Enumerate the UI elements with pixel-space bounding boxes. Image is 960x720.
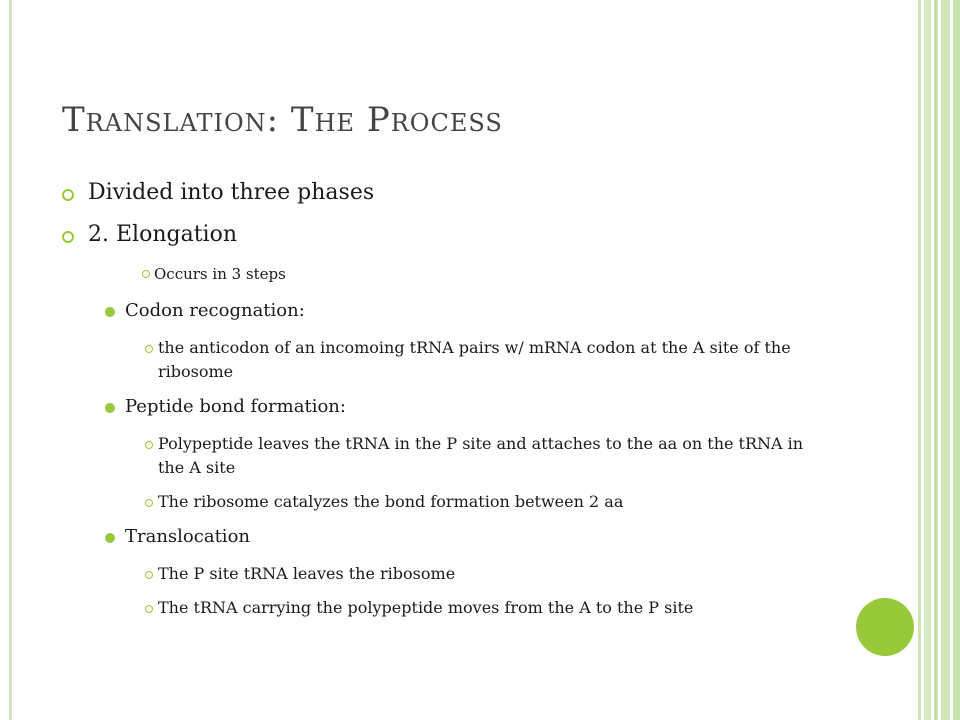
right-stripe: [918, 0, 921, 720]
bullet-text: 2. Elongation: [88, 222, 237, 247]
ring-bullet-icon: [145, 605, 153, 613]
right-stripe: [934, 0, 938, 720]
bullet-text: The P site tRNA leaves the ribosome: [158, 564, 456, 583]
dot-bullet-icon: [105, 533, 115, 543]
step-detail: [62, 336, 822, 384]
bullet-item: [62, 178, 822, 208]
ring-bullet-icon: [142, 270, 150, 278]
right-stripe: [924, 0, 931, 720]
right-stripe: [953, 0, 960, 720]
sub-bullet-item: [62, 262, 822, 286]
bullet-list: [62, 178, 822, 630]
bullet-text: Divided into three phases: [88, 180, 375, 205]
step-detail: [62, 596, 822, 620]
bullet-text: the anticodon of an incomoing tRNA pairs w/ mRNA codon at the A site of the ribosome: [158, 338, 791, 381]
bullet-item: [62, 220, 822, 250]
ring-bullet-icon: [145, 345, 153, 353]
ring-bullet-icon: [145, 499, 153, 507]
decorative-circle: [856, 598, 914, 656]
step-detail: [62, 490, 822, 514]
step-heading: [62, 298, 822, 324]
dot-bullet-icon: [105, 307, 115, 317]
slide-title: Translation: The Process: [62, 100, 503, 140]
dot-bullet-icon: [105, 403, 115, 413]
step-detail: [62, 562, 822, 586]
bullet-text: Polypeptide leaves the tRNA in the P site and attaches to the aa on the tRNA in the A site: [158, 434, 804, 477]
ring-bullet-icon: [145, 441, 153, 449]
right-stripe: [941, 0, 950, 720]
bullet-text: The ribosome catalyzes the bond formation between 2 aa: [158, 492, 624, 511]
step-detail: [62, 432, 822, 480]
bullet-text: Occurs in 3 steps: [154, 265, 286, 283]
step-heading: [62, 524, 822, 550]
bullet-text: Peptide bond formation:: [125, 396, 346, 417]
ring-bullet-icon: [145, 571, 153, 579]
bullet-text: The tRNA carrying the polypeptide moves from the A to the P site: [158, 598, 694, 617]
bullet-text: Codon recognation:: [125, 300, 305, 321]
ring-bullet-icon: [62, 189, 74, 201]
ring-bullet-icon: [62, 231, 74, 243]
bullet-text: Translocation: [125, 526, 250, 547]
step-heading: [62, 394, 822, 420]
left-border: [9, 0, 12, 720]
